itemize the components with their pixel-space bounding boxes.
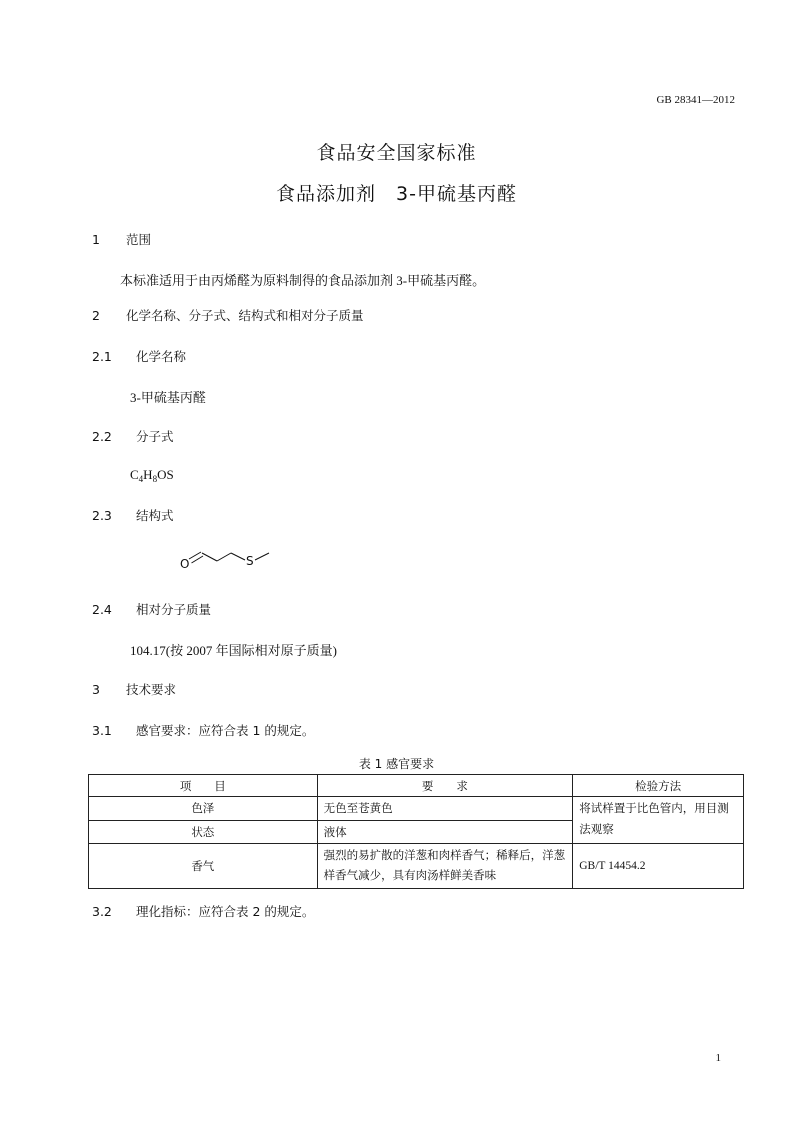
molecular-weight: 104.17(按 2007 年国际相对原子质量) — [130, 643, 337, 658]
table-cell-requirement: 强烈的易扩散的洋葱和肉样香气；稀释后，洋葱样香气减少，具有肉汤样鲜美香味 — [317, 844, 573, 889]
section-number: 1 — [92, 232, 100, 247]
column-header: 检验方法 — [573, 775, 744, 797]
document-subtitle: 食品添加剂 3-甲硫基丙醛 — [276, 183, 517, 205]
oxygen-atom-label: O — [180, 557, 190, 571]
table-cell-requirement: 无色至苍黄色 — [317, 797, 573, 821]
column-header: 项 目 — [89, 775, 318, 797]
section-title: 技术要求 — [126, 682, 177, 697]
page-number: 1 — [715, 1052, 721, 1064]
section-1-heading — [92, 230, 151, 248]
section-2-1-heading — [92, 347, 186, 365]
table-1-caption: 表 1 感官要求 — [358, 757, 435, 771]
table-row — [89, 844, 744, 889]
section-3-1-heading — [92, 721, 314, 739]
document-title: 食品安全国家标准 — [316, 142, 477, 164]
table-cell-item: 状态 — [89, 820, 318, 844]
table-cell-item: 香气 — [89, 844, 318, 889]
section-3-2-heading — [92, 902, 314, 920]
section-number: 2.3 — [92, 508, 112, 523]
section-3-heading — [92, 680, 176, 698]
section-number: 2 — [92, 308, 100, 323]
sulfur-atom-label: S — [246, 554, 254, 568]
section-title: 化学名称、分子式、结构式和相对分子质量 — [126, 308, 364, 323]
section-title: 感官要求：应符合表 1 的规定。 — [136, 723, 315, 738]
table-cell-method: GB/T 14454.2 — [573, 844, 744, 889]
section-number: 3.1 — [92, 723, 112, 738]
chemical-name: 3-甲硫基丙醛 — [130, 390, 206, 405]
section-2-heading — [92, 306, 364, 324]
section-2-2-heading — [92, 427, 174, 445]
section-title: 理化指标：应符合表 2 的规定。 — [136, 904, 315, 919]
molecular-formula: $C_4H_8OS$ — [130, 467, 174, 484]
section-title: 相对分子质量 — [136, 602, 212, 617]
section-2-3-heading — [92, 506, 174, 524]
sensory-requirements-table — [88, 774, 744, 889]
section-title: 化学名称 — [136, 349, 187, 364]
section-number: 2.4 — [92, 602, 112, 617]
table-header-row — [89, 775, 744, 797]
table-cell-method: 将试样置于比色管内，用目测法观察 — [573, 797, 744, 844]
section-number: 3.2 — [92, 904, 112, 919]
section-1-text: 本标准适用于由丙烯醛为原料制得的食品添加剂 3-甲硫基丙醛。 — [120, 273, 486, 288]
structural-formula — [175, 540, 275, 576]
table-cell-requirement: 液体 — [317, 820, 573, 844]
table-cell-item: 色泽 — [89, 797, 318, 821]
section-number: 2.2 — [92, 429, 112, 444]
standard-number: GB 28341—2012 — [656, 94, 735, 106]
section-title: 分子式 — [136, 429, 174, 444]
section-number: 3 — [92, 682, 100, 697]
section-2-4-heading — [92, 600, 211, 618]
section-title: 范围 — [126, 232, 152, 247]
column-header: 要 求 — [317, 775, 573, 797]
section-number: 2.1 — [92, 349, 112, 364]
section-title: 结构式 — [136, 508, 174, 523]
skeleton-bonds — [189, 552, 269, 563]
table-row — [89, 797, 744, 821]
